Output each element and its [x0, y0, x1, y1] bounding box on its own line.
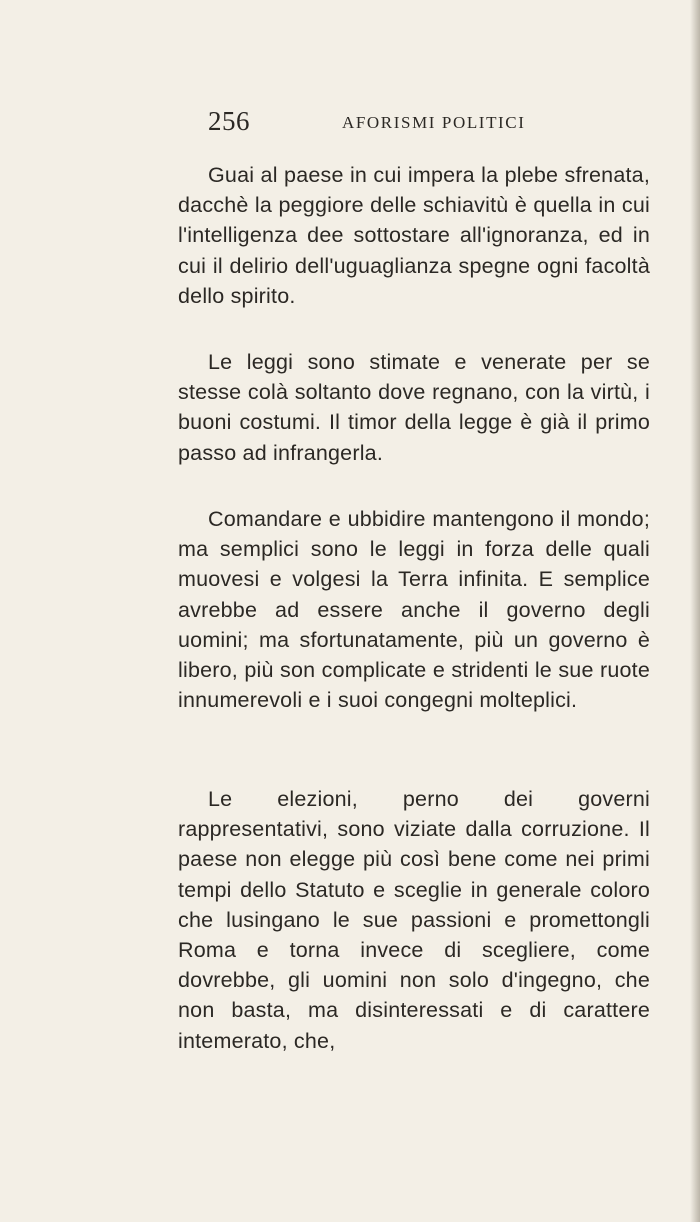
page-number: 256: [208, 106, 250, 136]
running-title: AFORISMI POLITICI: [342, 113, 526, 132]
page-header: [208, 104, 652, 138]
page-edge-shadow: [690, 0, 700, 1222]
paragraph-3: Comandare e ubbidire mantengono il mondo; ma semplici sono le leggi in forza delle quali muovesi e volgesi la Terra infinita. E semplice avrebbe ad essere anche il governo degli uomini; ma sfortunatamente, più un governo è libero, più son complicate e stridenti le sue ruote innumerevoli e i suoi congegni molteplici.: [178, 507, 650, 713]
paragraph-2: Le leggi sono stimate e venerate per se stesse colà soltanto dove regnano, con la virtù, i buoni costumi. Il timor della legge è già il primo passo ad infrangerla.: [178, 350, 650, 465]
paragraph-1: Guai al paese in cui impera la plebe sfrenata, dacchè la peggiore delle schiavitù è quella in cui l'intelligenza dee sottostare all'ignoranza, ed in cui il delirio dell'uguaglianza spegne ogni facoltà dello spirito.: [178, 163, 650, 308]
paragraph-4: Le elezioni, perno dei governi rappresentativi, sono viziate dalla corruzione. Il paese non elegge più così bene come nei primi tempi dello Statuto e sceglie in generale coloro che lusingano le sue passioni e promettongli Roma e torna invece di scegliere, come dovrebbe, gli uomini non solo d'ingegno, che non basta, ma disinteressati e di carattere intemerato, che,: [178, 787, 650, 1053]
